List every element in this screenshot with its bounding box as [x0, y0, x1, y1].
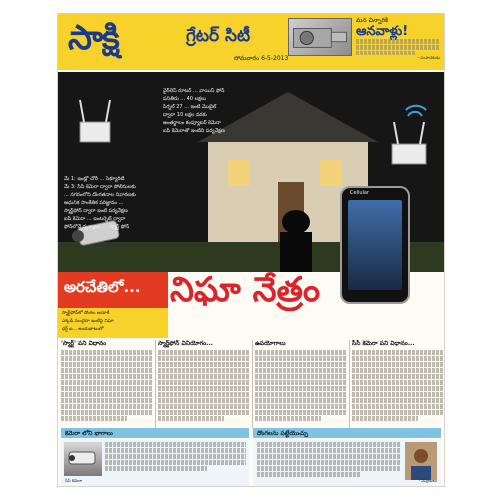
person-photo: [405, 442, 437, 480]
dateline: సోమవారం 6-5-2013: [234, 55, 289, 62]
column-divider: [349, 340, 350, 428]
masthead-photo: [288, 18, 352, 56]
hero-line: ఆధునిక సాంకేతిక పరిజ్ఞానం ...: [64, 200, 124, 206]
feature-signature: - సంపాదకుడు: [417, 55, 440, 60]
headline-band: [58, 272, 444, 308]
highlights-box: [58, 308, 168, 338]
article-columns: [58, 340, 444, 428]
highlight-item: స్మార్ట్‌ఫోన్‌లో దొంగల ఆచూకీ: [62, 311, 110, 316]
article-column: [255, 340, 347, 428]
hero-line: ఐపీ కెమెరాతో ఇంటిని పర్యవేక్షణ: [163, 128, 225, 134]
column-heading: స్మార్ట్‌ఫోన్ వినియోగం...: [158, 340, 213, 347]
feature-headline: ఆనవాళ్లు!: [356, 24, 409, 39]
headline-label-box: [58, 272, 168, 308]
article-column: [61, 340, 153, 428]
box-heading: కెమెరా లోని భాగాలు: [61, 428, 249, 438]
machine-illustration: [289, 19, 351, 55]
box-heading: దొంగలను పట్టేయొచ్చు: [253, 428, 441, 438]
column-text: [61, 350, 153, 421]
hero-line: సిగ్నల్ 27 ... ఇంటి మొబైల్: [163, 104, 217, 110]
column-heading: సీసీ కెమెరా పని విధానం...: [352, 340, 415, 347]
hero-line: ... నగరంలోని దొంగతనాల నివారణకు: [64, 192, 136, 198]
bottom-boxes: [58, 428, 444, 486]
newspaper-page: [58, 14, 444, 486]
phone-carrier-label: Cellular: [350, 190, 370, 196]
column-text: [255, 350, 347, 421]
article-column: [158, 340, 250, 428]
hero-line: వైర్‌లెస్ రూటర్ ... వాయిస్ ఫోన్: [163, 88, 225, 94]
photo-caption: సీసీ కెమెరా: [65, 478, 82, 483]
column-heading: 'స్మార్ట్' పని విధానం: [61, 340, 107, 347]
hero-line: మే 3: సీసీ కెమెరా ద్వారా పోలీసులకు: [64, 184, 136, 190]
highlight-item: ఎక్కడి నుంచైనా ఇంటిపై నిఘా: [62, 319, 114, 324]
article-column: [352, 340, 444, 428]
hero-line: పనితీరు ... 40 లక్షలు: [163, 96, 206, 102]
masthead-feature: [356, 17, 440, 67]
camera-parts-box: [61, 428, 249, 486]
expert-portrait: [405, 442, 437, 480]
masthead: [58, 14, 444, 70]
column-text: [352, 350, 444, 421]
box-text: [257, 442, 401, 478]
cctv-camera-icon: [64, 442, 102, 476]
hero-line: ఫోన్‌లోనే దృశ్యాలు ... -స్మార్ట్ ఫోన్: [64, 224, 130, 230]
highlight-item: ధర్డ్ ఐ... అందుబాటులో: [62, 327, 104, 332]
edition-title: గ్రేటర్ సిటీ: [186, 26, 251, 46]
column-divider: [155, 340, 156, 428]
portrait-caption: - నిపుణులు: [418, 478, 437, 483]
hero-line: ద్వారా 10 లక్షల వరకు: [163, 112, 207, 118]
masthead-logo: సాక్షి: [68, 18, 119, 58]
column-divider: [252, 340, 253, 428]
feature-kicker: మన చిన్నారికి: [356, 17, 389, 24]
hero-line: ఐపీ కెమెరా ... ఇంటర్నెట్ ద్వారా: [64, 216, 126, 222]
column-text: [158, 350, 250, 421]
feature-text: [356, 39, 440, 55]
column-heading: ఉపయోగాలు: [255, 340, 286, 347]
hero-line: స్మార్ట్‌ఫోన్ ద్వారా ఇంటి పర్యవేక్షణ: [64, 208, 128, 214]
headline-label: అరచేతిలో...: [64, 278, 141, 296]
catch-thieves-box: [253, 428, 441, 486]
hero-text-upper: [163, 88, 313, 136]
hero-text-lower: [64, 176, 242, 232]
main-headline: నిఘా నేత్రం: [170, 270, 321, 310]
hero-line: మే 1: ఇంట్లో చోరీ ... సెక్యూరిటీ: [64, 176, 125, 182]
box-text: [105, 442, 246, 472]
hero-line: అంతర్జాలం కంప్యూటర్ కెమెరా: [163, 120, 221, 126]
camera-photo: [64, 442, 102, 476]
